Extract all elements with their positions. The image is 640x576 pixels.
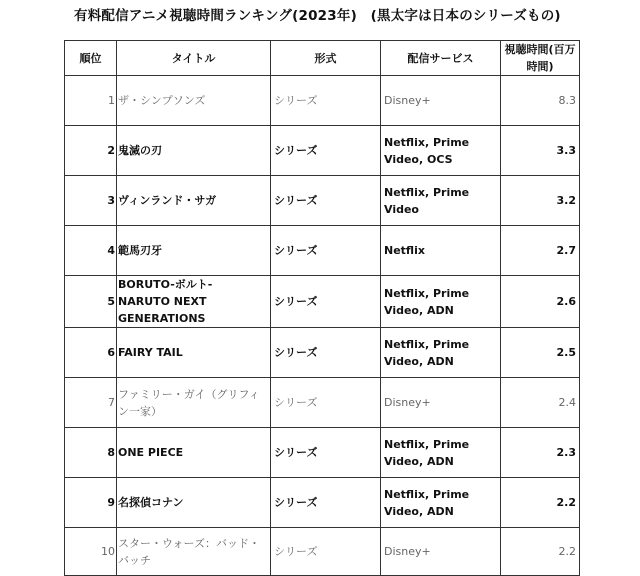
hours-cell: 2.7 — [501, 226, 580, 276]
table-row — [65, 176, 580, 226]
title-cell: ヴィンランド・サガ — [117, 176, 271, 226]
ranking-table — [64, 40, 580, 576]
table-header-row — [65, 41, 580, 76]
column-header-hours: 視聴時間(百万時間) — [501, 41, 580, 76]
rank-cell: 9 — [65, 478, 117, 528]
title-cell: ザ・シンプソンズ — [117, 76, 271, 126]
title-cell: 名探偵コナン — [117, 478, 271, 528]
rank-cell: 4 — [65, 226, 117, 276]
rank-cell: 3 — [65, 176, 117, 226]
format-cell: シリーズ — [271, 176, 381, 226]
table-row — [65, 328, 580, 378]
format-cell: シリーズ — [271, 328, 381, 378]
services-cell: Disney+ — [381, 378, 501, 428]
title-cell: スター・ウォーズ：バッド・バッチ — [117, 528, 271, 576]
hours-cell: 3.3 — [501, 126, 580, 176]
services-cell: Netflix, Prime Video, ADN — [381, 328, 501, 378]
page-title: 有料配信アニメ視聴時間ランキング(2023年) (黒太字は日本のシリーズもの) — [74, 8, 561, 24]
hours-cell: 8.3 — [501, 76, 580, 126]
services-cell: Netflix, Prime Video, ADN — [381, 478, 501, 528]
column-header-services: 配信サービス — [381, 41, 501, 76]
format-cell: シリーズ — [271, 276, 381, 328]
format-cell: シリーズ — [271, 378, 381, 428]
format-cell: シリーズ — [271, 528, 381, 576]
title-cell: ONE PIECE — [117, 428, 271, 478]
rank-cell: 2 — [65, 126, 117, 176]
rank-cell: 1 — [65, 76, 117, 126]
title-cell: BORUTO-ボルト- NARUTO NEXT GENERATIONS — [117, 276, 271, 328]
table-row — [65, 76, 580, 126]
format-cell: シリーズ — [271, 428, 381, 478]
services-cell: Netflix — [381, 226, 501, 276]
hours-cell: 2.6 — [501, 276, 580, 328]
column-header-format: 形式 — [271, 41, 381, 76]
hours-cell: 2.3 — [501, 428, 580, 478]
services-cell: Netflix, Prime Video, ADN — [381, 428, 501, 478]
format-cell: シリーズ — [271, 126, 381, 176]
rank-cell: 8 — [65, 428, 117, 478]
services-cell: Netflix, Prime Video, ADN — [381, 276, 501, 328]
hours-cell: 2.2 — [501, 478, 580, 528]
format-cell: シリーズ — [271, 76, 381, 126]
format-cell: シリーズ — [271, 226, 381, 276]
hours-cell: 3.2 — [501, 176, 580, 226]
rank-cell: 10 — [65, 528, 117, 576]
title-cell: ファミリー・ガイ（グリフィン一家） — [117, 378, 271, 428]
format-cell: シリーズ — [271, 478, 381, 528]
rank-cell: 7 — [65, 378, 117, 428]
table-row — [65, 428, 580, 478]
services-cell: Netflix, Prime Video — [381, 176, 501, 226]
services-cell: Disney+ — [381, 528, 501, 576]
column-header-rank: 順位 — [65, 41, 117, 76]
hours-cell: 2.2 — [501, 528, 580, 576]
rank-cell: 6 — [65, 328, 117, 378]
services-cell: Disney+ — [381, 76, 501, 126]
title-cell: 鬼滅の刃 — [117, 126, 271, 176]
column-header-title: タイトル — [117, 41, 271, 76]
table-row — [65, 226, 580, 276]
table-row — [65, 528, 580, 576]
hours-cell: 2.5 — [501, 328, 580, 378]
services-cell: Netflix, Prime Video, OCS — [381, 126, 501, 176]
table-row — [65, 126, 580, 176]
table-row — [65, 276, 580, 328]
rank-cell: 5 — [65, 276, 117, 328]
title-cell: 範馬刃牙 — [117, 226, 271, 276]
hours-cell: 2.4 — [501, 378, 580, 428]
title-cell: FAIRY TAIL — [117, 328, 271, 378]
table-row — [65, 478, 580, 528]
table-row — [65, 378, 580, 428]
